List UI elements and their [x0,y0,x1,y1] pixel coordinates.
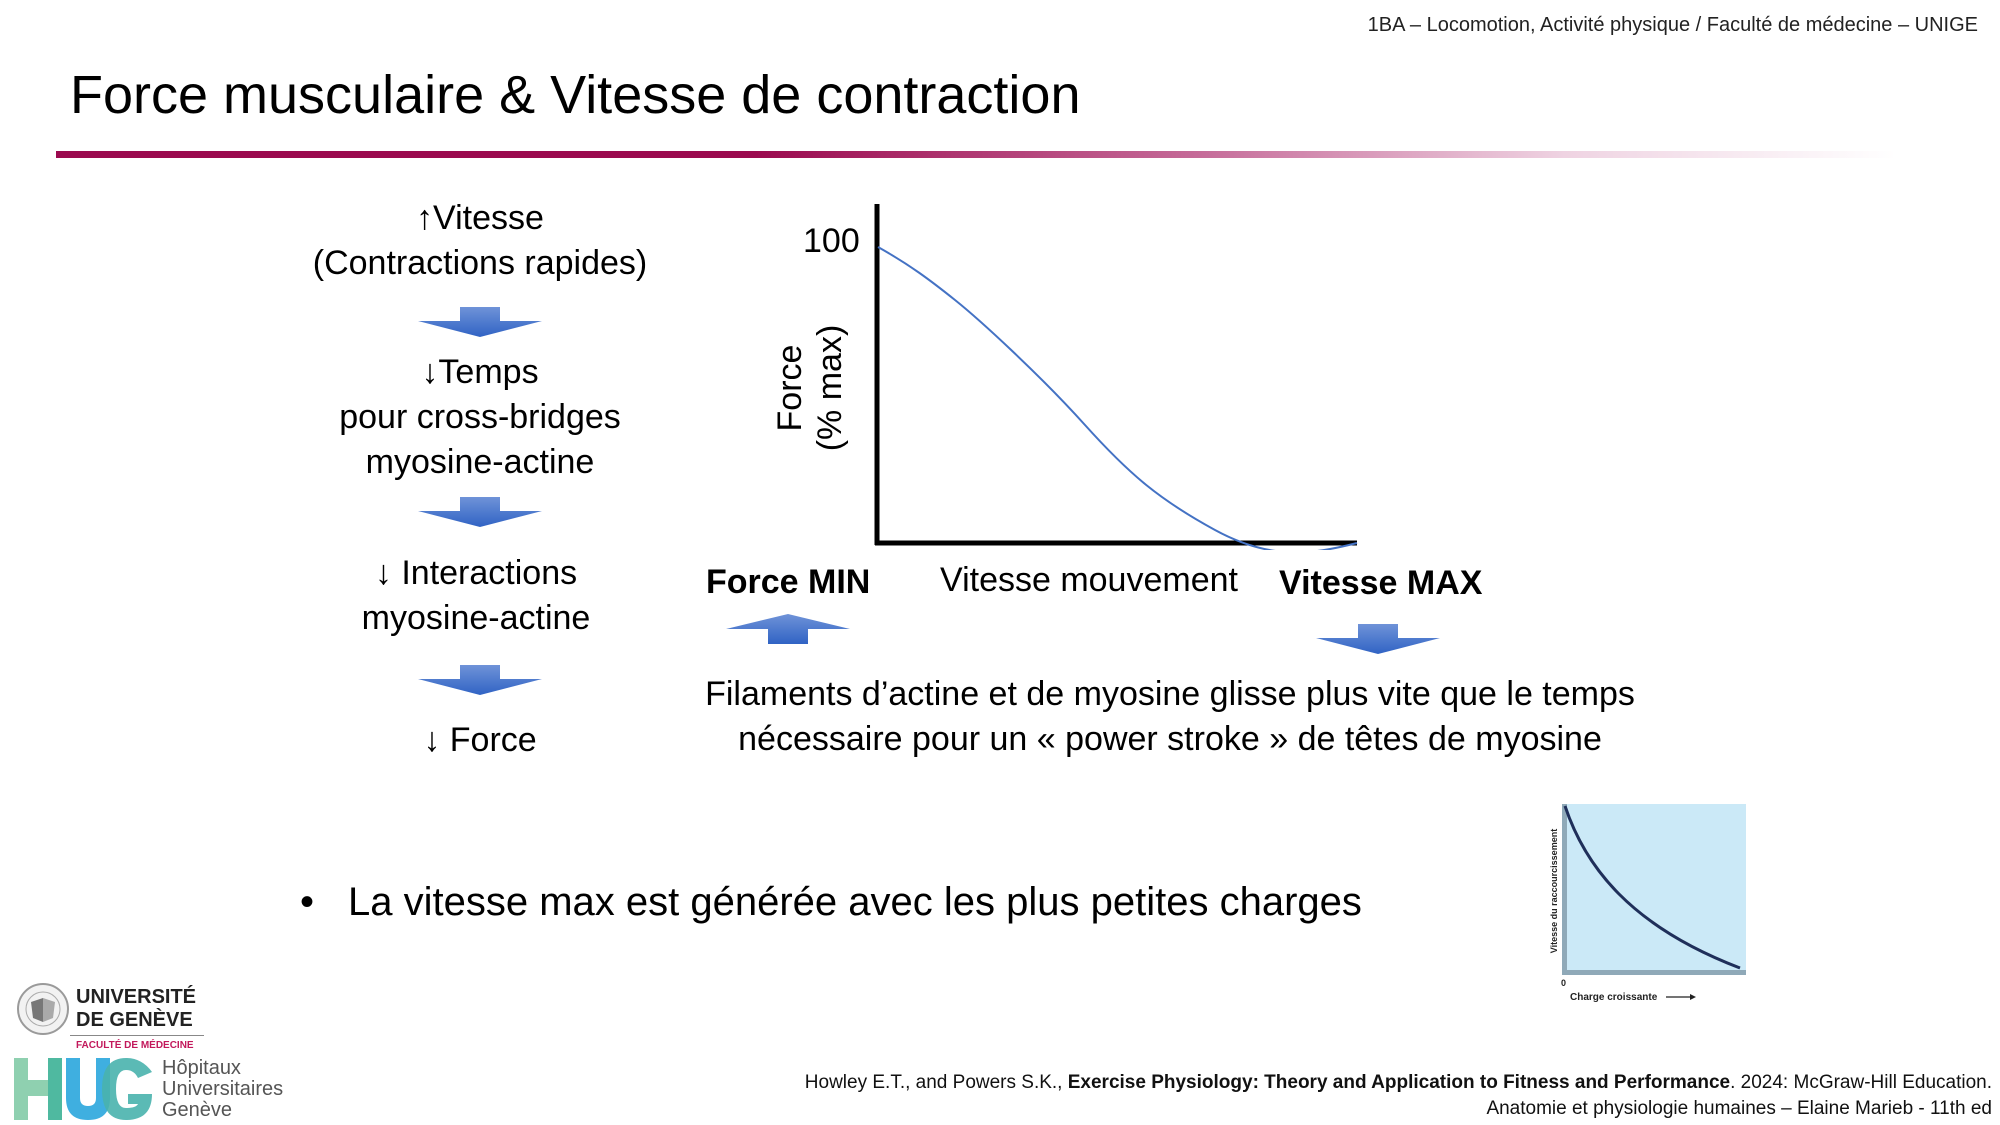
explanation-line1: Filaments d’actine et de myosine glisse plus vite que le temps [705,675,1635,713]
load-velocity-mini-chart [1540,796,1750,1018]
hug-name-line2: Universitaires [162,1078,284,1100]
up-arrow-icon: ↑ [416,199,434,237]
down-arrow-icon: ↓ [374,554,392,592]
down-arrow-icon: ↓ [423,721,441,759]
reference-2: Anatomie et physiologie humaines – Elaine Marieb - 11th ed [1486,1098,1992,1119]
y-axis-title [770,298,850,478]
hug-name-line3: Genève [162,1099,233,1121]
flow-step-time-sub1: pour cross-bridges [339,398,621,436]
flow-step-interactions [362,551,591,641]
flow-step-force [423,718,536,763]
down-arrow-icon [418,307,542,337]
up-arrow-icon [726,614,850,644]
unige-seal-icon [16,982,70,1036]
bullet-item [300,880,1362,925]
unige-faculty: FACULTÉ DE MÉDECINE [76,1040,194,1051]
reference-1-publisher: . 2024: McGraw-Hill Education. [1730,1072,1992,1093]
bullet-text: La vitesse max est générée avec les plus petites charges [348,880,1362,924]
unige-name-line1: UNIVERSITÉ [76,986,197,1008]
title-underline [56,151,1896,158]
reference-1 [805,1072,1992,1094]
flow-step-interactions-label: Interactions [391,554,578,592]
slide-title: Force musculaire & Vitesse de contraction [70,65,1081,125]
force-velocity-chart [870,200,1370,550]
reference-1-title: Exercise Physiology: Theory and Application to Fitness and Performance [1067,1072,1731,1093]
down-arrow-icon [1316,624,1440,654]
hug-letters-icon [14,1058,154,1120]
down-arrow-icon [418,665,542,695]
flow-step-force-label: Force [440,721,537,759]
unige-logo [14,982,204,1054]
flow-step-interactions-sub: myosine-actine [361,599,591,637]
force-min-label: Force MIN [706,563,871,601]
y-tick-100: 100 [803,222,860,260]
hug-logo [14,1058,294,1120]
force-curve [878,247,1357,550]
speed-max-label: Vitesse MAX [1279,564,1483,602]
flow-step-time-sub2: myosine-actine [365,443,595,481]
explanation-line2: nécessaire pour un « power stroke » de têtes de myosine [738,720,1602,758]
reference-1-authors: Howley E.T., and Powers S.K., [804,1072,1068,1093]
arrow-right-icon [1690,994,1696,1000]
mini-chart-x-title: Charge croissante [1570,992,1658,1003]
mini-chart-origin: 0 [1561,978,1567,988]
y-axis-title-line2: (% max) [811,324,849,452]
x-axis-title: Vitesse mouvement [940,561,1238,599]
hug-name-line1: Hôpitaux [162,1057,241,1079]
down-arrow-icon [418,497,542,527]
flow-step-speed-label: Vitesse [433,199,544,237]
unige-name-line2: DE GENÈVE [76,1009,193,1031]
explanation-text [670,672,1670,762]
flow-step-speed [313,196,647,286]
y-axis-title-line1: Force [771,344,809,432]
flow-step-speed-sub: (Contractions rapides) [312,244,648,282]
flow-step-time-label: Temps [438,353,539,391]
mini-chart-y-title: Vitesse du raccourcissement [1549,828,1559,954]
course-header: 1BA – Locomotion, Activité physique / Faculté de médecine – UNIGE [1367,14,1978,36]
mini-chart-background [1562,804,1746,972]
down-arrow-icon: ↓ [421,353,439,391]
bullet-marker: • [300,880,315,924]
flow-step-time [339,350,621,485]
